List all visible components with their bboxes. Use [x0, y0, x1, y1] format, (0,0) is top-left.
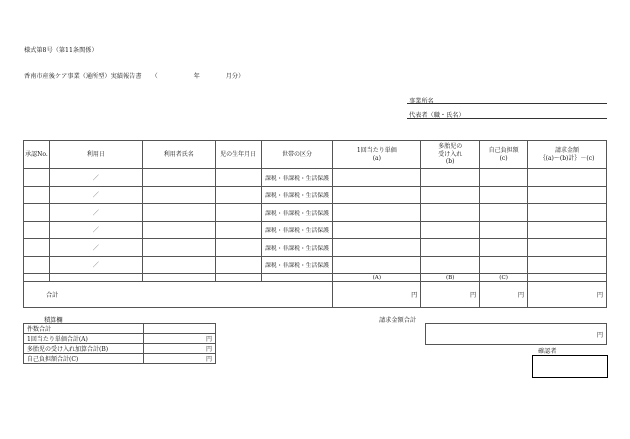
user-name-cell[interactable]	[142, 239, 215, 257]
claim-cell[interactable]	[528, 169, 607, 187]
multiple-cell[interactable]	[421, 239, 480, 257]
calc-row-label: 多胎児の受け入れ加算合計(B)	[24, 344, 144, 354]
multiple-cell[interactable]	[421, 221, 480, 239]
total-b-cell[interactable]	[421, 282, 480, 308]
unit-price-cell[interactable]	[333, 186, 421, 204]
report-table	[23, 140, 607, 308]
report-title-line	[24, 71, 244, 80]
confirm-label: 確認者	[538, 348, 557, 355]
unit-price-cell[interactable]	[333, 239, 421, 257]
total-mark-b: (B)	[421, 274, 480, 282]
table-row	[24, 256, 607, 274]
calc-row-label: 件数合計	[24, 324, 144, 334]
col-child-birth: 児の生年月日	[215, 141, 261, 169]
claim-cell[interactable]	[528, 186, 607, 204]
use-date-cell[interactable]: ／	[49, 169, 142, 187]
claim-cell[interactable]	[528, 204, 607, 222]
multiple-mark: (b)	[445, 158, 455, 166]
child-birth-cell[interactable]	[215, 204, 261, 222]
calc-row	[24, 354, 216, 364]
total-mark-c: (C)	[480, 274, 528, 282]
total-label: 合計	[24, 282, 333, 308]
user-name-cell[interactable]	[142, 186, 215, 204]
month-label: 月分）	[225, 73, 245, 80]
user-name-cell[interactable]	[142, 169, 215, 187]
multiple-label-2: 受け入れ	[438, 150, 463, 158]
user-name-cell[interactable]	[142, 256, 215, 274]
self-pay-mark: (c)	[499, 154, 508, 162]
calc-row	[24, 334, 216, 344]
table-row	[24, 221, 607, 239]
claim-total-title: 請求金額合計	[379, 317, 417, 324]
table-row	[24, 186, 607, 204]
claim-cell[interactable]	[528, 239, 607, 257]
household-cell[interactable]: 課税・非課税・生活保護	[261, 169, 333, 187]
calc-table	[23, 323, 216, 364]
household-cell[interactable]: 課税・非課税・生活保護	[261, 186, 333, 204]
representative-line[interactable]	[407, 118, 607, 119]
calc-title: 積算欄	[44, 317, 63, 324]
calc-row-value[interactable]	[144, 324, 216, 334]
yen-unit: 円	[469, 292, 477, 299]
yen-unit: 円	[517, 292, 525, 299]
claim-cell[interactable]	[528, 221, 607, 239]
facility-name-label: 事業所名	[409, 98, 434, 105]
household-cell[interactable]: 課税・非課税・生活保護	[261, 204, 333, 222]
household-cell[interactable]: 課税・非課税・生活保護	[261, 239, 333, 257]
approval-no-cell[interactable]	[24, 221, 50, 239]
self-pay-cell[interactable]	[480, 169, 528, 187]
calc-row	[24, 344, 216, 354]
total-c-cell[interactable]	[480, 282, 528, 308]
col-multiple	[421, 141, 480, 169]
unit-price-cell[interactable]	[333, 169, 421, 187]
calc-row-value[interactable]: 円	[144, 354, 216, 364]
calc-row-label: 1回当たり単価合計(A)	[24, 334, 144, 344]
col-unit-price	[333, 141, 421, 169]
multiple-label-1: 多胎児の	[438, 143, 463, 151]
form-number: 様式第8号（第11条関係）	[24, 47, 98, 54]
calc-row-value[interactable]: 円	[144, 344, 216, 354]
user-name-cell[interactable]	[142, 221, 215, 239]
claim-total-cell[interactable]	[426, 324, 607, 345]
child-birth-cell[interactable]	[215, 256, 261, 274]
household-cell[interactable]: 課税・非課税・生活保護	[261, 256, 333, 274]
unit-price-label: 1回当たり単価	[356, 147, 397, 154]
calc-row-label: 自己負担額合計(C)	[24, 354, 144, 364]
confirm-stamp-box[interactable]	[532, 355, 608, 378]
col-use-date: 利用日	[49, 141, 142, 169]
claim-label: 請求金額	[555, 147, 580, 154]
total-mark-row	[24, 274, 607, 282]
self-pay-label: 自己負担額	[488, 147, 519, 154]
claim-cell[interactable]	[528, 256, 607, 274]
use-date-cell[interactable]: ／	[49, 186, 142, 204]
total-claim-cell[interactable]	[528, 282, 607, 308]
col-user-name: 利用者氏名	[142, 141, 215, 169]
household-cell[interactable]: 課税・非課税・生活保護	[261, 221, 333, 239]
multiple-cell[interactable]	[421, 186, 480, 204]
col-approval-no: 承認No.	[24, 141, 50, 169]
self-pay-cell[interactable]	[480, 256, 528, 274]
multiple-cell[interactable]	[421, 256, 480, 274]
unit-price-cell[interactable]	[333, 256, 421, 274]
total-a-cell[interactable]	[333, 282, 421, 308]
unit-price-cell[interactable]	[333, 221, 421, 239]
yen-unit: 円	[596, 292, 603, 299]
col-claim	[528, 141, 607, 169]
approval-no-cell[interactable]	[24, 169, 50, 187]
self-pay-cell[interactable]	[480, 239, 528, 257]
period-open: （	[151, 73, 158, 80]
child-birth-cell[interactable]	[215, 186, 261, 204]
child-birth-cell[interactable]	[215, 221, 261, 239]
use-date-cell[interactable]: ／	[49, 256, 142, 274]
approval-no-cell[interactable]	[24, 256, 50, 274]
header-row	[24, 141, 607, 169]
unit-price-mark: (a)	[372, 154, 381, 162]
total-mark-a: (A)	[333, 274, 421, 282]
approval-no-cell[interactable]	[24, 204, 50, 222]
col-household: 世帯の区分	[261, 141, 333, 169]
approval-no-cell[interactable]	[24, 186, 50, 204]
self-pay-cell[interactable]	[480, 186, 528, 204]
representative-label: 代表者（職・氏名）	[409, 112, 465, 119]
multiple-cell[interactable]	[421, 204, 480, 222]
year-label: 年	[193, 73, 200, 80]
table-row	[24, 204, 607, 222]
claim-total-table	[425, 323, 607, 345]
table-row	[24, 239, 607, 257]
facility-name-line[interactable]	[407, 103, 607, 104]
user-name-cell[interactable]	[142, 204, 215, 222]
yen-unit: 円	[596, 331, 603, 339]
self-pay-cell[interactable]	[480, 204, 528, 222]
calc-row-value[interactable]: 円	[144, 334, 216, 344]
use-date-cell[interactable]: ／	[49, 204, 142, 222]
table-row	[24, 169, 607, 187]
self-pay-cell[interactable]	[480, 221, 528, 239]
yen-unit: 円	[411, 292, 418, 299]
calc-row	[24, 324, 216, 334]
child-birth-cell[interactable]	[215, 169, 261, 187]
report-title: 香南市産後ケア事業（通所型）実績報告書	[24, 73, 142, 80]
claim-formula: ｛(a)～(b)計｝－(c)	[539, 154, 595, 162]
col-self-pay	[480, 141, 528, 169]
use-date-cell[interactable]: ／	[49, 221, 142, 239]
use-date-cell[interactable]: ／	[49, 239, 142, 257]
multiple-cell[interactable]	[421, 169, 480, 187]
child-birth-cell[interactable]	[215, 239, 261, 257]
approval-no-cell[interactable]	[24, 239, 50, 257]
unit-price-cell[interactable]	[333, 204, 421, 222]
total-row	[24, 282, 607, 308]
